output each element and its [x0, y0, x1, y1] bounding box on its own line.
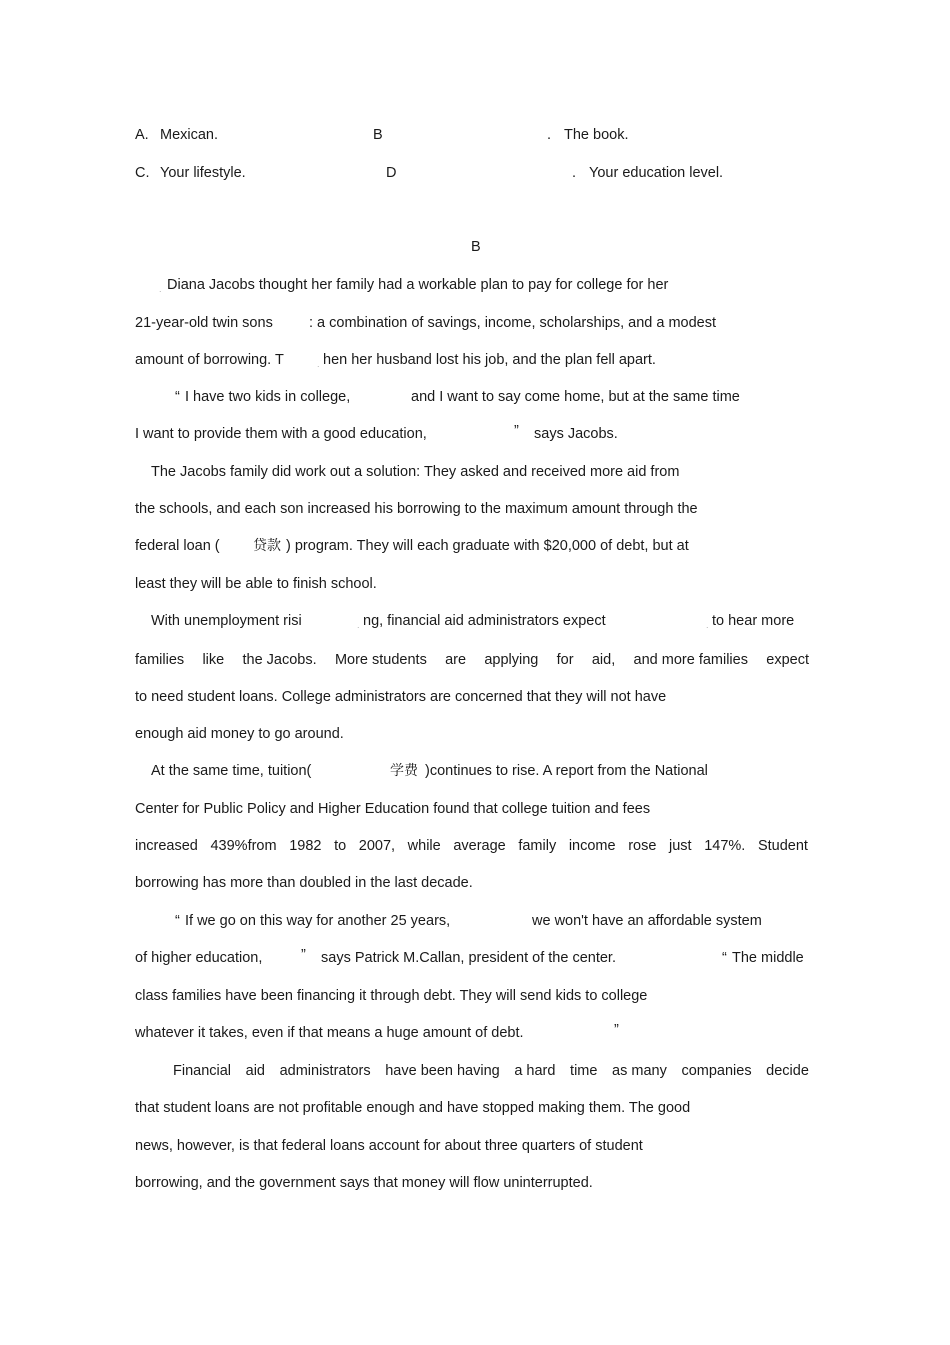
p7-line2: that student loans are not profitable enough and have stopped making them. The good: [135, 1100, 691, 1116]
word: aid,: [591, 652, 616, 668]
p7-line3: news, however, is that federal loans account for about three quarters of student: [135, 1138, 643, 1154]
p3-line1: The Jacobs family did work out a solution: They asked and received more aid from: [151, 464, 680, 480]
word: More students: [334, 652, 427, 668]
p7-line4: borrowing, and the government says that money will flow uninterrupted.: [135, 1175, 593, 1191]
scan-mark: .: [317, 359, 320, 369]
scan-mark: .: [159, 284, 162, 294]
p3-line4: least they will be able to finish school.: [135, 576, 377, 592]
word: 439%from: [210, 838, 277, 854]
word: 147%.: [704, 838, 746, 854]
word: Financial: [173, 1063, 232, 1079]
p2-line2b: says Jacobs.: [534, 426, 618, 442]
p4-line3: to need student loans. College administrators are concerned that they will not have: [135, 689, 667, 705]
p1-line1: Diana Jacobs thought her family had a workable plan to pay for college for her: [167, 277, 669, 293]
option-a-text: Mexican.: [160, 127, 219, 143]
word: family: [518, 838, 557, 854]
p1-line3a: amount of borrowing. T: [135, 352, 284, 368]
p6-close-quote: ”: [301, 947, 306, 963]
p1-line3b: hen her husband lost his job, and the plan fell apart.: [323, 352, 656, 368]
p6-line1b: we won't have an affordable system: [532, 913, 762, 929]
option-d-letter: D: [386, 165, 397, 181]
word: are: [445, 652, 467, 668]
p6-open-quote-2: “: [722, 950, 727, 966]
p5-line3: [135, 837, 808, 855]
p4-line1a: With unemployment risi: [151, 613, 302, 629]
word: have been having: [385, 1063, 500, 1079]
p3-line3a: federal loan (: [135, 538, 220, 554]
p1-line2b: : a combination of savings, income, scholarships, and a modest: [309, 315, 717, 331]
word: the Jacobs.: [242, 652, 317, 668]
p6-line2a: of higher education,: [135, 950, 263, 966]
word: average: [453, 838, 506, 854]
p1-line2a: 21-year-old twin sons: [135, 315, 273, 331]
p6-close-quote-2: ”: [614, 1022, 619, 1038]
option-a-letter: A.: [135, 127, 149, 143]
word: while: [407, 838, 441, 854]
p4-line4: enough aid money to go around.: [135, 726, 344, 742]
word: as many: [612, 1063, 667, 1079]
word: aid: [245, 1063, 265, 1079]
word: just: [669, 838, 692, 854]
word: families: [135, 652, 185, 668]
option-c-letter: C.: [135, 165, 150, 181]
scan-mark: .: [706, 620, 709, 630]
p3-line3b: ) program. They will each graduate with $20,000 of debt, but at: [286, 538, 689, 554]
p5-line1b: )continues to rise. A report from the National: [425, 763, 708, 779]
word: like: [202, 652, 225, 668]
section-heading: B: [471, 239, 481, 255]
word: and more families: [633, 652, 748, 668]
p4-line1b: ng, financial aid administrators expect: [363, 613, 606, 629]
word: Student: [757, 838, 808, 854]
p2-line2a: I want to provide them with a good education,: [135, 426, 427, 442]
word: income: [568, 838, 616, 854]
word: for: [556, 652, 574, 668]
scan-mark: .: [357, 620, 360, 630]
word: to: [334, 838, 347, 854]
p2-line1b: and I want to say come home, but at the same time: [411, 389, 740, 405]
p4-line1c: to hear more: [712, 613, 795, 629]
option-d-dot: .: [572, 165, 577, 181]
p7-line1: [173, 1062, 809, 1080]
word: time: [570, 1063, 598, 1079]
word: companies: [681, 1063, 752, 1079]
p5-line2: Center for Public Policy and Higher Education found that college tuition and fees: [135, 801, 651, 817]
p6-line3: class families have been financing it through debt. They will send kids to college: [135, 988, 648, 1004]
word: 2007,: [358, 838, 396, 854]
word: increased: [135, 838, 198, 854]
p6-line2c: The middle: [732, 950, 804, 966]
word: 1982: [289, 838, 322, 854]
p3-loan-chinese: 贷款: [253, 538, 281, 554]
p6-open-quote: “: [175, 913, 180, 929]
p2-open-quote: “: [175, 389, 180, 405]
word: decide: [766, 1063, 809, 1079]
option-d-text: Your education level.: [589, 165, 724, 181]
option-b-dot: .: [547, 127, 552, 143]
p6-line1a: If we go on this way for another 25 years,: [185, 913, 451, 929]
p3-line2: the schools, and each son increased his borrowing to the maximum amount through the: [135, 501, 698, 517]
p6-line4: whatever it takes, even if that means a huge amount of debt.: [135, 1025, 524, 1041]
p5-line4: borrowing has more than doubled in the last decade.: [135, 875, 473, 891]
p5-line1a: At the same time, tuition(: [151, 763, 312, 779]
p5-tuition-chinese: 学费: [390, 763, 418, 779]
p4-line2: [135, 651, 809, 669]
word: expect: [766, 652, 809, 668]
option-b-letter: B: [373, 127, 383, 143]
p2-close-quote: ”: [514, 423, 519, 439]
word: rose: [628, 838, 657, 854]
p6-line2b: says Patrick M.Callan, president of the center.: [321, 950, 616, 966]
option-c-text: Your lifestyle.: [160, 165, 246, 181]
word: a hard: [514, 1063, 556, 1079]
word: applying: [484, 652, 539, 668]
word: administrators: [279, 1063, 371, 1079]
option-b-text: The book.: [564, 127, 629, 143]
p2-line1a: I have two kids in college,: [185, 389, 351, 405]
